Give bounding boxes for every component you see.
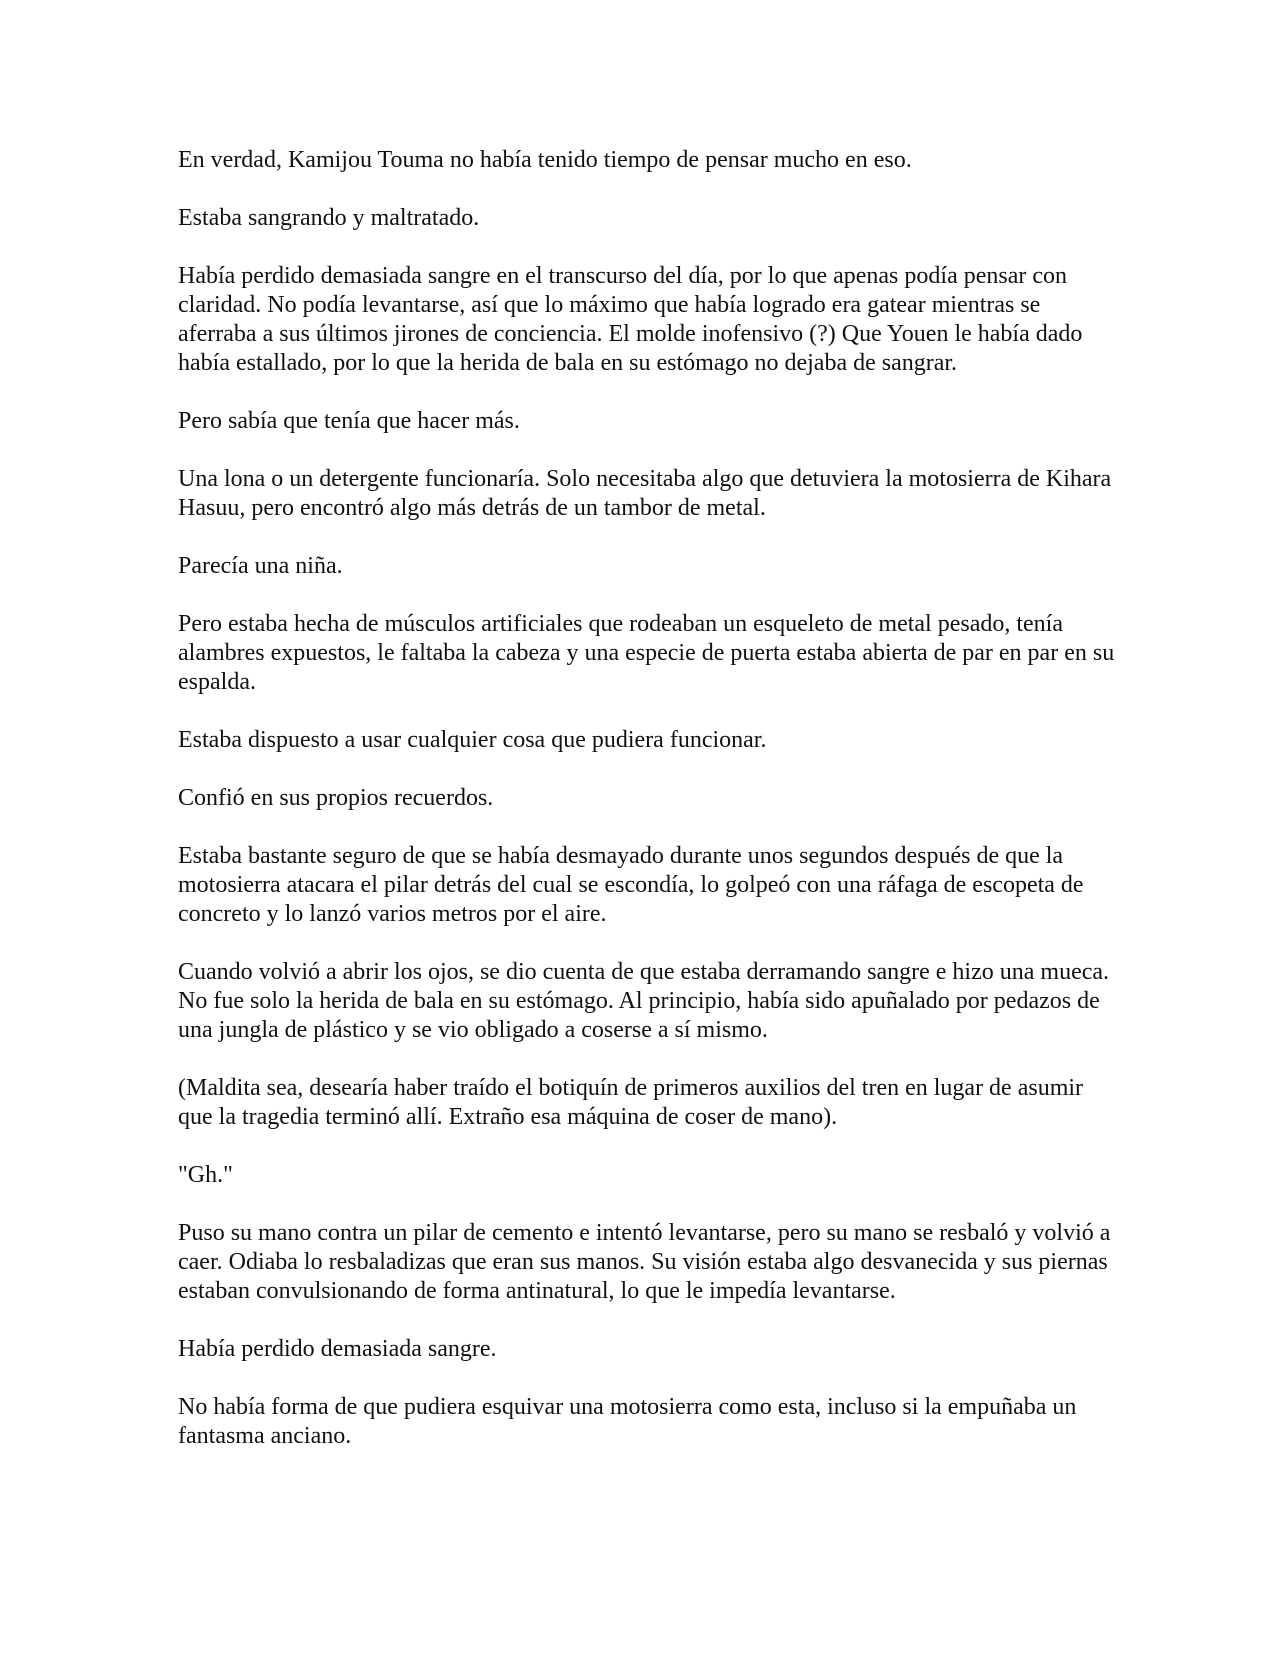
paragraph: Estaba sangrando y maltratado.	[178, 205, 480, 231]
paragraph: Una lona o un detergente funcionaría. Solo necesitaba algo que detuviera la motosierra de Kihara Hasuu, pero encontró algo más detrás de un tambor de metal.	[178, 466, 1112, 521]
paragraph: Estaba bastante seguro de que se había desmayado durante unos segundos después de que la motosierra atacara el pilar detrás del cual se escondía, lo golpeó con una ráfaga de escopeta de concreto y lo lanzó varios metros por el aire.	[178, 843, 1084, 927]
paragraph: Pero estaba hecha de músculos artificiales que rodeaban un esqueleto de metal pesado, tenía alambres expuestos, le faltaba la cabeza y una especie de puerta estaba abierta de par en par en su espalda.	[178, 611, 1115, 695]
paragraph: Confió en sus propios recuerdos.	[178, 785, 494, 811]
paragraph: Estaba dispuesto a usar cualquier cosa que pudiera funcionar.	[178, 727, 767, 753]
paragraph: Había perdido demasiada sangre en el transcurso del día, por lo que apenas podía pensar con claridad. No podía levantarse, así que lo máximo que había logrado era gatear mientras se aferraba a sus últimos jirones de conciencia. El molde inofensivo (?) Que Youen le había dado había estallado, por lo que la herida de bala en su estómago no dejaba de sangrar.	[178, 263, 1083, 376]
paragraph: "Gh."	[178, 1162, 233, 1188]
paragraph: Había perdido demasiada sangre.	[178, 1336, 497, 1362]
paragraph: Puso su mano contra un pilar de cemento e intentó levantarse, pero su mano se resbaló y volvió a caer. Odiaba lo resbaladizas que eran sus manos. Su visión estaba algo desvanecida y sus piernas estaban convulsionando de forma antinatural, lo que le impedía levantarse.	[178, 1220, 1111, 1304]
paragraph: No había forma de que pudiera esquivar una motosierra como esta, incluso si la empuñaba un fantasma anciano.	[178, 1394, 1077, 1449]
paragraph: (Maldita sea, desearía haber traído el botiquín de primeros auxilios del tren en lugar de asumir que la tragedia terminó allí. Extraño esa máquina de coser de mano).	[178, 1075, 1084, 1130]
document-body	[178, 146, 1118, 1480]
paragraph: Pero sabía que tenía que hacer más.	[178, 408, 520, 434]
paragraph: En verdad, Kamijou Touma no había tenido tiempo de pensar mucho en eso.	[178, 147, 912, 173]
paragraph: Cuando volvió a abrir los ojos, se dio cuenta de que estaba derramando sangre e hizo una mueca. No fue solo la herida de bala en su estómago. Al principio, había sido apuñalado por pedazos de una jungla de plástico y se vio obligado a coserse a sí mismo.	[178, 959, 1110, 1043]
paragraph: Parecía una niña.	[178, 553, 343, 579]
